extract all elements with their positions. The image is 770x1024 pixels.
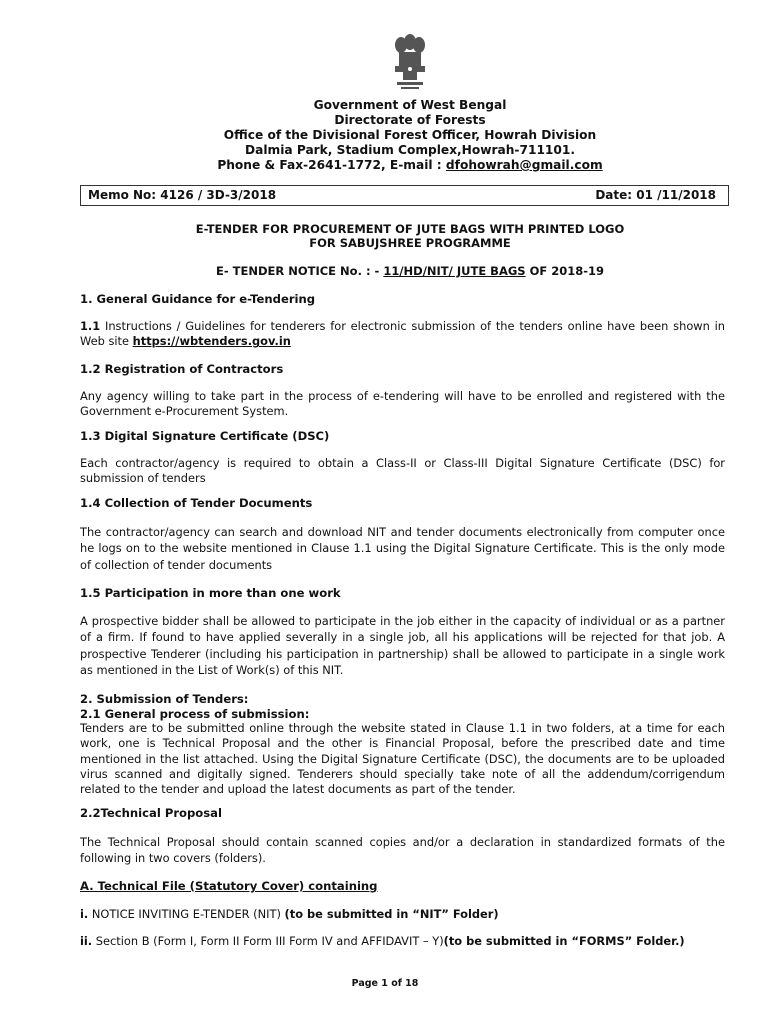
header-address: Dalmia Park, Stadium Complex,Howrah-711101.	[244, 143, 575, 157]
tender-title-line1: E-TENDER FOR PROCUREMENT OF JUTE BAGS WITH PRINTED LOGO	[195, 222, 625, 236]
section-1-1-paragraph	[80, 319, 725, 350]
section-2-heading: 2. Submission of Tenders:	[80, 692, 249, 706]
header-contact	[80, 158, 740, 173]
header-phone: Phone & Fax-2641-1772, E-mail :	[217, 158, 446, 172]
header-government: Government of West Bengal	[313, 98, 507, 112]
memo-date: Date: 01 /11/2018	[595, 188, 716, 202]
notice-prefix: E- TENDER NOTICE No. : -	[216, 264, 384, 278]
section-1-4-text: The contractor/agency can search and download NIT and tender documents electronically from computer once he logs on to the website mentioned in Clause 1.1 using the Digital Signature Certificate. This is the only mode of collection of tender documents	[80, 525, 725, 572]
page-number: Page 1 of 18	[351, 978, 419, 989]
section-1-heading: 1. General Guidance for e-Tendering	[80, 292, 316, 306]
section-2-2-text: The Technical Proposal should contain scanned copies and/or a declaration in standardized formats of the following in two covers (folders).	[80, 835, 725, 866]
section-1-4-heading: 1.4 Collection of Tender Documents	[80, 496, 313, 510]
item-i-number: i.	[80, 907, 89, 921]
section-1-3-text: Each contractor/agency is required to obtain a Class-II or Class-III Digital Signature Certificate (DSC) for submission of tenders	[80, 456, 725, 486]
section-2-1-text: Tenders are to be submitted online through the website stated in Clause 1.1 in two folders, at a time for each work, one is Technical Proposal and the other is Financial Proposal, before the prescribed date and time mentioned in the list attached. Using the Digital Signature Certificate (DSC), the documents are to be uploaded virus scanned and digitally signed. Tenderers should specially take note of all the addendum/corrigendum related to the tender and upload the latest documents as part of the tender.	[80, 721, 725, 797]
technical-file-heading: A. Technical File (Statutory Cover) containing	[80, 879, 378, 893]
section-2-2-heading: 2.2Technical Proposal	[80, 806, 222, 820]
header-directorate: Directorate of Forests	[334, 113, 486, 127]
section-1-2-heading: 1.2 Registration of Contractors	[80, 362, 284, 376]
item-ii-text: Section B (Form I, Form II Form III Form IV and AFFIDAVIT – Y)	[92, 934, 444, 948]
item-i-folder: (to be submitted in “NIT” Folder)	[284, 907, 499, 921]
tender-title-line2: FOR SABUJSHREE PROGRAMME	[309, 236, 511, 250]
tender-notice-number	[80, 264, 740, 278]
section-1-2-text: Any agency willing to take part in the process of e-tendering will have to be enrolled and registered with the Government e-Procurement System.	[80, 389, 725, 419]
section-1-5-text: A prospective bidder shall be allowed to participate in the job either in the capacity of individual or as a partner of a firm. If found to have applied severally in a single job, all his applications will be rejected for that job. A prospective Tenderer (including his participation in partnership) shall be allowed to participate in a single work as mentioned in the List of Work(s) of this NIT.	[80, 614, 725, 677]
section-1-1-number: 1.1	[80, 319, 101, 333]
state-emblem-icon	[389, 30, 431, 92]
wbtenders-link[interactable]: https://wbtenders.gov.in	[132, 334, 291, 349]
header-office: Office of the Divisional Forest Officer, Howrah Division	[223, 128, 597, 142]
notice-number: 11/HD/NIT/ JUTE BAGS	[383, 264, 526, 278]
email-link[interactable]: dfohowrah@gmail.com	[445, 158, 603, 172]
section-1-1-text: Instructions / Guidelines for tenderers for electronic submission of the tenders online have been shown in Web site	[80, 319, 725, 349]
section-1-5-heading: 1.5 Participation in more than one work	[80, 586, 341, 600]
section-1-3-heading: 1.3 Digital Signature Certificate (DSC)	[80, 429, 330, 443]
memo-number: Memo No: 4126 / 3D-3/2018	[88, 188, 277, 202]
item-ii-number: ii.	[80, 934, 93, 948]
section-2-1-heading: 2.1 General process of submission:	[80, 707, 310, 721]
notice-suffix: OF 2018-19	[525, 264, 604, 278]
item-ii	[80, 934, 725, 949]
item-ii-folder: (to be submitted in “FORMS” Folder.)	[443, 934, 685, 948]
item-i-text: NOTICE INVITING E-TENDER (NIT)	[88, 907, 285, 921]
item-i	[80, 907, 725, 922]
memo-box	[80, 185, 729, 206]
